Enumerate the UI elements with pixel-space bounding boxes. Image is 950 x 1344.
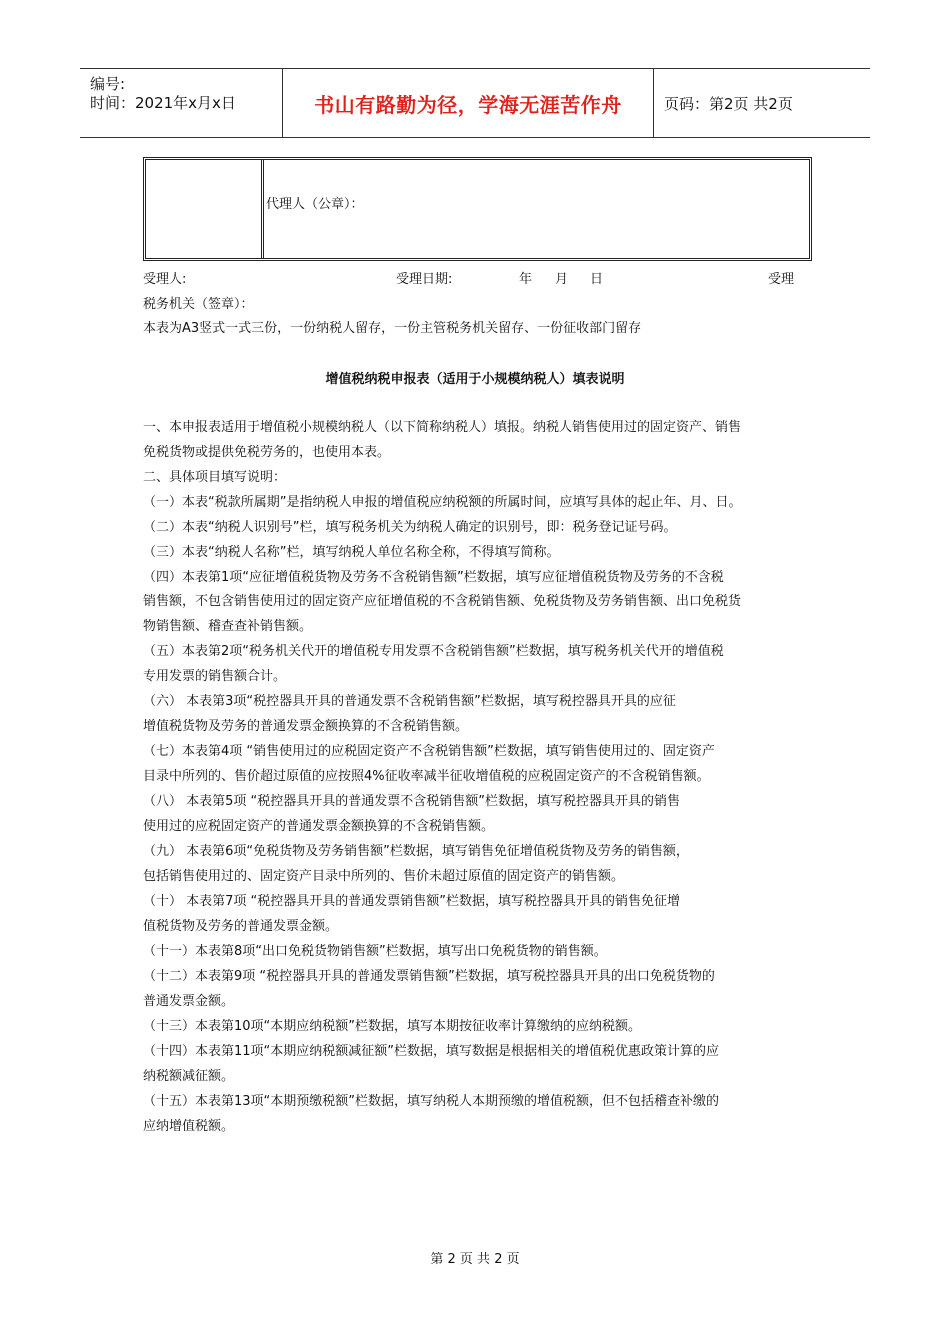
receive-date-label: 受理日期: (396, 272, 453, 287)
instruction-line: 纳税额减征额。 (143, 1069, 235, 1084)
header-page-cell (654, 69, 870, 137)
instruction-line: 二、具体项目填写说明： (143, 470, 287, 485)
instruction-line: 物销售额、稽查查补销售额。 (143, 619, 313, 634)
instruction-line: （十一）本表第8项“出口免税货物销售额”栏数据，填写出口免税货物的销售额。 (143, 944, 607, 959)
document-number-label: 编号: (90, 75, 126, 93)
agent-seal-label: 代理人（公章）： (266, 197, 364, 212)
instruction-line: （七）本表第4项 “销售使用过的应税固定资产不含税销售额”栏数据，填写销售使用过的、固定资产 (143, 744, 715, 759)
instruction-line: 普通发票金额。 (143, 994, 235, 1009)
instruction-line: 一、本申报表适用于增值税小规模纳税人（以下简称纳税人）填报。纳税人销售使用过的固定资产、销售 (143, 420, 742, 435)
page-header (80, 68, 870, 138)
instruction-line: 使用过的应税固定资产的普通发票金额换算的不含税销售额。 (143, 819, 495, 834)
instruction-line: 增值税货物及劳务的普通发票金额换算的不含税销售额。 (143, 719, 469, 734)
agent-signature-box (143, 157, 812, 261)
page-footer: 第 2 页 共 2 页 (430, 1252, 520, 1267)
instruction-line: （一）本表“税款所属期”是指纳税人申报的增值税应纳税额的所属时间，应填写具体的起止年、月、日。 (143, 495, 742, 510)
header-page-number: 页码：第2页 共2页 (664, 94, 793, 113)
document-time-label: 时间：2021年x月x日 (90, 94, 236, 112)
header-meta-cell (80, 69, 283, 137)
instruction-line: 免税货物或提供免税劳务的，也使用本表。 (143, 445, 391, 460)
instruction-line: （四）本表第1项“应征增值税货物及劳务不含税销售额”栏数据，填写应征增值税货物及劳务的不含税 (143, 570, 724, 585)
instructions-title: 增值税纳税申报表（适用于小规模纳税人）填表说明 (325, 372, 625, 387)
receive-date-year: 年 (519, 272, 533, 287)
instruction-line: （十四）本表第11项“本期应纳税额减征额”栏数据，填写数据是根据相关的增值税优惠政策计算的应 (143, 1044, 720, 1059)
instruction-line: 值税货物及劳务的普通发票金额。 (143, 919, 339, 934)
instruction-line: 目录中所列的、售价超过原值的应按照4%征收率减半征收增值税的应税固定资产的不含税销售额。 (143, 769, 710, 784)
instruction-line: （九） 本表第6项“免税货物及劳务销售额”栏数据，填写销售免征增值税货物及劳务的销售额， (143, 844, 689, 859)
instruction-line: （五）本表第2项“税务机关代开的增值税专用发票不含税销售额”栏数据，填写税务机关代开的增值税 (143, 644, 724, 659)
receiver-label: 受理人: (143, 272, 187, 287)
instruction-line: （八） 本表第5项 “税控器具开具的普通发票不含税销售额”栏数据，填写税控器具开具的销售 (143, 794, 681, 809)
copies-note: 本表为A3竖式一式三份，一份纳税人留存，一份主管税务机关留存、一份征收部门留存 (143, 321, 642, 336)
receive-date-month: 月 (555, 272, 569, 287)
instruction-line: （三）本表“纳税人名称”栏，填写纳税人单位名称全称，不得填写简称。 (143, 545, 560, 560)
instruction-line: 包括销售使用过的、固定资产目录中所列的、售价未超过原值的固定资产的销售额。 (143, 869, 625, 884)
instruction-line: （六） 本表第3项“税控器具开具的普通发票不含税销售额”栏数据，填写税控器具开具的应征 (143, 694, 676, 709)
instruction-line: （十五）本表第13项“本期预缴税额”栏数据，填写纳税人本期预缴的增值税额，但不包括稽查补缴的 (143, 1094, 720, 1109)
instruction-line: （十） 本表第7项 “税控器具开具的普通发票销售额”栏数据，填写税控器具开具的销售免征增 (143, 894, 681, 909)
header-motto-cell (283, 69, 654, 137)
instruction-line: （二）本表“纳税人识别号”栏，填写税务机关为纳税人确定的识别号，即：税务登记证号码。 (143, 520, 677, 535)
receive-date-day: 日 (590, 272, 604, 287)
instruction-line: 专用发票的销售额合计。 (143, 669, 287, 684)
instruction-line: （十二）本表第9项 “税控器具开具的普通发票销售额”栏数据，填写税控器具开具的出口免税货物的 (143, 969, 715, 984)
instruction-line: 应纳增值税额。 (143, 1119, 235, 1134)
instruction-line: （十三）本表第10项“本期应纳税额”栏数据，填写本期按征收率计算缴纳的应纳税额。 (143, 1019, 642, 1034)
instruction-line: 销售额，不包含销售使用过的固定资产应征增值税的不含税销售额、免税货物及劳务销售额、出口免税货 (143, 594, 742, 609)
tax-office-seal-label: 税务机关（签章）： (143, 297, 254, 312)
header-motto: 书山有路勤为径，学海无涯苦作舟 (314, 92, 622, 117)
receive-right-label: 受理 (768, 272, 795, 287)
box-divider (261, 160, 264, 258)
